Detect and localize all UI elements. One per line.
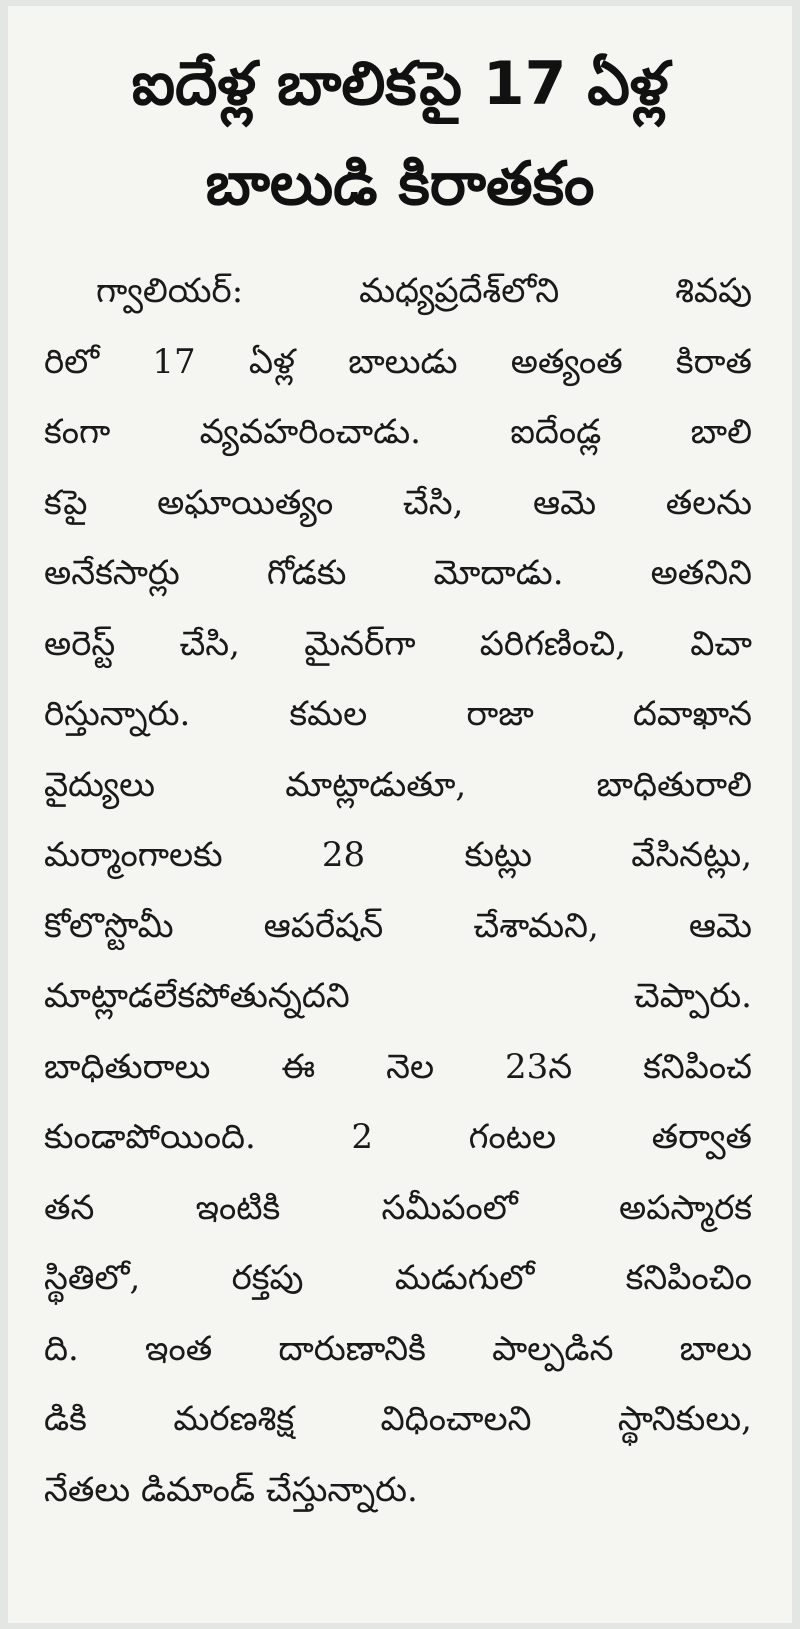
article-body [44, 256, 752, 1525]
body-line: అరెస్ట్ చేసి, మైనర్‌గా పరిగణించి, విచా [44, 623, 752, 664]
body-line: వైద్యులు మాట్లాడుతూ, బాధితురాలి [44, 764, 752, 805]
body-line: కపై అఘాయిత్యం చేసి, ఆమె తలను [44, 482, 752, 523]
body-line: స్థితిలో, రక్తపు మడుగులో కనిపించిం [44, 1258, 752, 1298]
body-line: డికి మరణశిక్ష విధించాలని స్థానికులు, [44, 1399, 752, 1439]
body-line: కంగా వ్యవహరించాడు. ఐదేండ్ల బాలి [44, 412, 752, 452]
body-line: ది. ఇంత దారుణానికి పాల్పడిన బాలు [44, 1328, 752, 1369]
body-line: అనేకసార్లు గోడకు మోదాడు. అతనిని [44, 553, 752, 593]
body-line: మర్మాంగాలకు 28 కుట్లు వేసినట్లు, [44, 835, 752, 875]
body-line: రిస్తున్నారు. కమల రాజా దవాఖాన [44, 694, 752, 734]
headline [8, 6, 792, 234]
body-line: కోలొస్టొమీ ఆపరేషన్ చేశామని, ఆమె [44, 905, 752, 946]
body-line: గ్వాలియర్: మధ్యప్రదేశ్‌లోని శివపు [96, 271, 752, 311]
body-line: కుండాపోయింది. 2 గంటల తర్వాత [44, 1117, 752, 1157]
body-line: బాధితురాలు ఈ నెల 23న కనిపించ [44, 1046, 752, 1087]
body-line: నేతలు డిమాండ్ చేస్తున్నారు. [44, 1469, 418, 1510]
headline-line: ఐదేళ్ల బాలికపై 17 ఏళ్ల [131, 49, 669, 119]
headline-line: బాలుడి కిరాతకం [205, 149, 595, 219]
body-line: తన ఇంటికి సమీపంలో అపస్మారక [44, 1187, 752, 1228]
body-line: రిలో 17 ఏళ్ల బాలుడు అత్యంత కిరాత [44, 341, 752, 382]
body-line: మాట్లాడలేకపోతున్నదని చెప్పారు. [44, 976, 752, 1016]
news-clipping [8, 6, 792, 1623]
